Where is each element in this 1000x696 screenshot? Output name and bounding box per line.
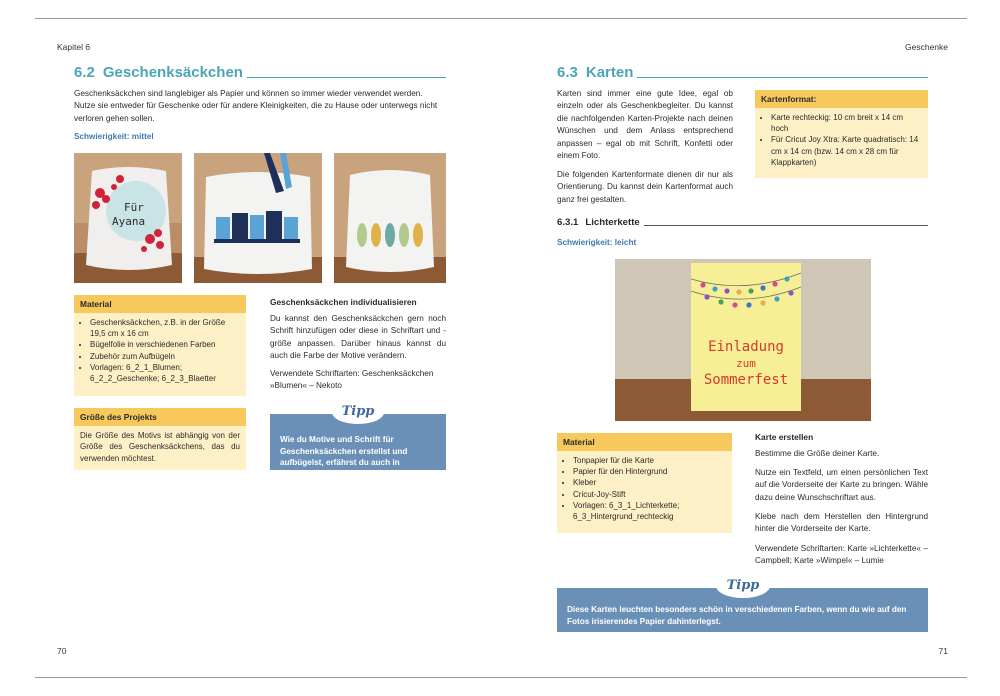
intro-paragraph: Geschenksäckchen sind langlebiger als Papier und können so immer wieder verwendet werden. Nutze sie entweder für Geschenke oder für andere Kleinigkeiten, die zu Hause oder unterwegs nicht verloren gehen sollen. — [74, 89, 438, 123]
tip-text: Wie du Motive und Schrift für Geschenksäckchen erstellst und aufbügelst, erfährst du auch in Abschnitt 5.7. — [280, 435, 408, 479]
material-item: • Tonpapier für die Karte — [573, 455, 726, 466]
heading-rule — [247, 77, 446, 78]
heading-rule — [637, 77, 928, 78]
card-format-list — [755, 108, 928, 174]
section-header: Geschenke — [905, 42, 948, 52]
bag-text-line2: Ayana — [112, 215, 146, 228]
size-box-title: Größe des Projekts — [74, 408, 246, 426]
size-box-text: Die Größe des Motivs ist abhängig von der Größe des Geschenksäckchens, das du verwenden möchtest. — [80, 431, 240, 463]
create-card-step3: Klebe nach dem Herstellen den Hintergrund hinter die Vorderseite der Karte. — [755, 512, 928, 534]
cards-intro-paragraph: Karten sind immer eine gute Idee, egal ob einzeln oder als Geschenkbegleiter. Du kannst die nachfolgenden Karten-Projekte nach deinen Wünschen und dem Anlass entsprechend anpassen – egal ob mit Schrift, Konfetti oder einem Foto. — [557, 89, 733, 161]
material-item: • Bügelfolie in verschiedenen Farben — [90, 339, 240, 350]
material-item: • Kleber — [573, 477, 726, 488]
bag-leaves-image — [334, 153, 446, 283]
size-box — [74, 408, 246, 470]
individualize-title: Geschenksäckchen individualisieren — [270, 297, 417, 307]
bag-photo-leaves — [334, 153, 446, 283]
material-list — [74, 313, 246, 390]
material-box-title: Material — [557, 433, 732, 451]
material-item: • Zubehör zum Aufbügeln — [90, 351, 240, 362]
material-item: • Vorlagen: 6_2_1_Blumen; 6_2_2_Geschenke; 6_2_3_Blaetter — [90, 362, 240, 384]
section-title: Karten — [585, 64, 634, 81]
bag-flowers-image — [74, 153, 182, 283]
material-box-title: Material — [74, 295, 246, 313]
card-format-item: • Für Cricut Joy Xtra: Karte quadratisch: 14 cm x 14 cm (bzw. 14 cm x 28 cm für Klappkarten) — [771, 134, 922, 168]
card-format-title: Kartenformat: — [755, 90, 928, 108]
difficulty-label: Schwierigkeit: mittel — [74, 132, 154, 141]
material-item: • Vorlagen: 6_3_1_Lichterkette; 6_3_Hintergrund_rechteckig — [573, 500, 726, 522]
section-heading-6-2 — [74, 64, 446, 81]
top-rule — [35, 18, 967, 19]
bag-photo-gifts — [194, 153, 322, 283]
individualize-paragraph: Du kannst den Geschenksäckchen gern noch Schrift hinzufügen oder diese in Schriftart und -größe anpassen. Darüber hinaus kannst du auch die Farbe der Motive verändern. — [270, 314, 446, 361]
chapter-header: Kapitel 6 — [57, 42, 91, 52]
material-box-right — [557, 433, 732, 533]
cards-intro-paragraph-2: Die folgenden Kartenformate dienen dir nur als Orientierung. Du kannst dein Kartenformat auch ganz frei gestalten. — [557, 170, 733, 204]
section-number: 6.2 — [74, 64, 95, 81]
tip-text: Diese Karten leuchten besonders schön in verschiedenen Farben, wenn du wie auf den Fotos irisierendes Papier dahinterlegst. — [567, 605, 907, 626]
card-text-line3: Sommerfest — [703, 372, 789, 388]
subsection-number: 6.3.1 — [557, 217, 579, 228]
create-card-title: Karte erstellen — [755, 432, 814, 442]
subsection-heading — [557, 217, 928, 228]
material-item: • Cricut-Joy-Stift — [573, 489, 726, 500]
material-box-left — [74, 295, 246, 396]
card-photo — [615, 259, 871, 421]
card-text-line1: Einladung — [708, 339, 784, 355]
card-text-line2: zum — [736, 357, 756, 370]
subsection-rule — [644, 225, 928, 226]
section-heading-6-3 — [557, 64, 928, 81]
subsection-title: Lichterkette — [585, 217, 640, 228]
tip-label: Tipp — [726, 578, 760, 593]
card-image — [615, 259, 871, 421]
difficulty-label-right: Schwierigkeit: leicht — [557, 238, 637, 247]
material-item: • Geschenksäckchen, z.B. in der Größe 19,5 cm x 16 cm — [90, 317, 240, 339]
individualize-fonts: Verwendete Schriftarten: Geschenksäckchen »Blumen« – Nekoto — [270, 369, 434, 391]
create-card-step1: Bestimme die Größe deiner Karte. — [755, 449, 880, 458]
bag-text-line1: Für — [124, 201, 144, 214]
card-format-box — [755, 90, 928, 178]
page-number-right: 71 — [938, 646, 948, 656]
section-title: Geschenksäckchen — [102, 64, 243, 81]
material-item: • Papier für den Hintergrund — [573, 466, 726, 477]
page-number-left: 70 — [57, 646, 67, 656]
bag-gifts-image — [194, 153, 322, 283]
bag-photo-flowers — [74, 153, 182, 283]
material-list — [557, 451, 732, 528]
create-card-fonts: Verwendete Schriftarten: Karte »Lichterkette« – Campbell; Karte »Wimpel« – Lumie — [755, 544, 928, 566]
bottom-rule — [35, 677, 967, 678]
tip-label: Tipp — [341, 404, 375, 419]
create-card-step2: Nutze ein Textfeld, um einen persönlichen Text auf die Vorderseite der Karte zu bringen. Wähle dazu deine Wunschschriftart aus. — [755, 468, 928, 502]
card-format-item: • Karte rechteckig: 10 cm breit x 14 cm hoch — [771, 112, 922, 134]
section-number: 6.3 — [557, 64, 578, 81]
